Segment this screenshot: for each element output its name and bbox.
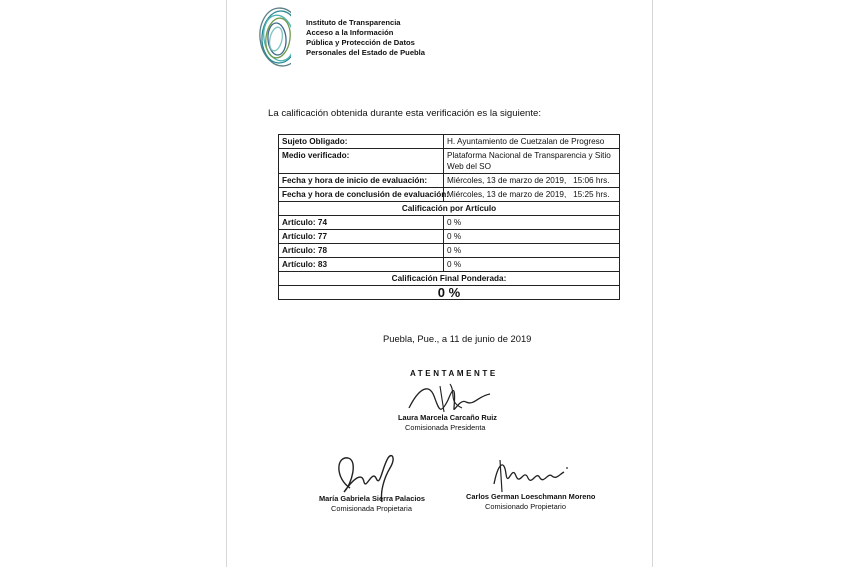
table-row bbox=[279, 258, 620, 272]
final-header: Calificación Final Ponderada: bbox=[279, 272, 620, 286]
article-value: 0 % bbox=[444, 244, 620, 258]
table-row bbox=[279, 135, 620, 149]
place-date: Puebla, Pue., a 11 de junio de 2019 bbox=[383, 333, 532, 344]
table-row bbox=[279, 230, 620, 244]
table-row bbox=[279, 216, 620, 230]
medio-value-line: Web del SO bbox=[447, 162, 491, 171]
article-value: 0 % bbox=[444, 230, 620, 244]
final-value: 0 % bbox=[279, 286, 620, 300]
inicio-label: Fecha y hora de inicio de evaluación: bbox=[279, 174, 444, 188]
page-edge-left bbox=[226, 0, 227, 567]
institute-line: Acceso a la Información bbox=[306, 28, 394, 37]
institute-name bbox=[306, 18, 425, 58]
right-signatory-role: Comisionado Propietario bbox=[485, 502, 566, 511]
right-signature-icon bbox=[490, 454, 570, 494]
page-edge-right bbox=[652, 0, 653, 567]
medio-label: Medio verificado: bbox=[279, 149, 444, 174]
table-row bbox=[279, 174, 620, 188]
president-role: Comisionada Presidenta bbox=[405, 423, 486, 432]
intro-text: La calificación obtenida durante esta verificación es la siguiente: bbox=[268, 108, 542, 119]
table-row bbox=[279, 244, 620, 258]
article-label: Artículo: 74 bbox=[279, 216, 444, 230]
conclusion-value: Miércoles, 13 de marzo de 2019, 15:25 hrs. bbox=[444, 188, 620, 202]
article-label: Artículo: 83 bbox=[279, 258, 444, 272]
medio-value-line: Plataforma Nacional de Transparencia y Sitio bbox=[447, 151, 611, 160]
article-value: 0 % bbox=[444, 258, 620, 272]
right-signatory-name: Carlos German Loeschmann Moreno bbox=[466, 492, 596, 501]
left-signatory-name: María Gabriela Sierra Palacios bbox=[319, 494, 425, 503]
inicio-value: Miércoles, 13 de marzo de 2019, 15:06 hrs. bbox=[444, 174, 620, 188]
conclusion-label: Fecha y hora de conclusión de evaluación: bbox=[279, 188, 444, 202]
table-row bbox=[279, 286, 620, 300]
institute-line: Personales del Estado de Puebla bbox=[306, 48, 426, 57]
table-row bbox=[279, 272, 620, 286]
table-row bbox=[279, 202, 620, 216]
institute-logo-icon bbox=[257, 6, 303, 68]
article-value: 0 % bbox=[444, 216, 620, 230]
institute-line: Instituto de Transparencia bbox=[306, 18, 401, 27]
atentamente-heading: ATENTAMENTE bbox=[410, 369, 498, 378]
table-row bbox=[279, 149, 620, 174]
president-name: Laura Marcela Carcaño Ruiz bbox=[398, 413, 497, 422]
por-articulo-header: Calificación por Artículo bbox=[279, 202, 620, 216]
president-signature-icon bbox=[404, 378, 494, 418]
article-label: Artículo: 78 bbox=[279, 244, 444, 258]
sujeto-label: Sujeto Obligado: bbox=[279, 135, 444, 149]
table-row bbox=[279, 188, 620, 202]
article-label: Artículo: 77 bbox=[279, 230, 444, 244]
left-signatory-role: Comisionada Propietaria bbox=[331, 504, 412, 513]
sujeto-value: H. Ayuntamiento de Cuetzalan de Progreso bbox=[444, 135, 620, 149]
evaluation-table bbox=[278, 134, 620, 300]
institute-line: Pública y Protección de Datos bbox=[306, 38, 415, 47]
medio-value bbox=[444, 149, 620, 174]
